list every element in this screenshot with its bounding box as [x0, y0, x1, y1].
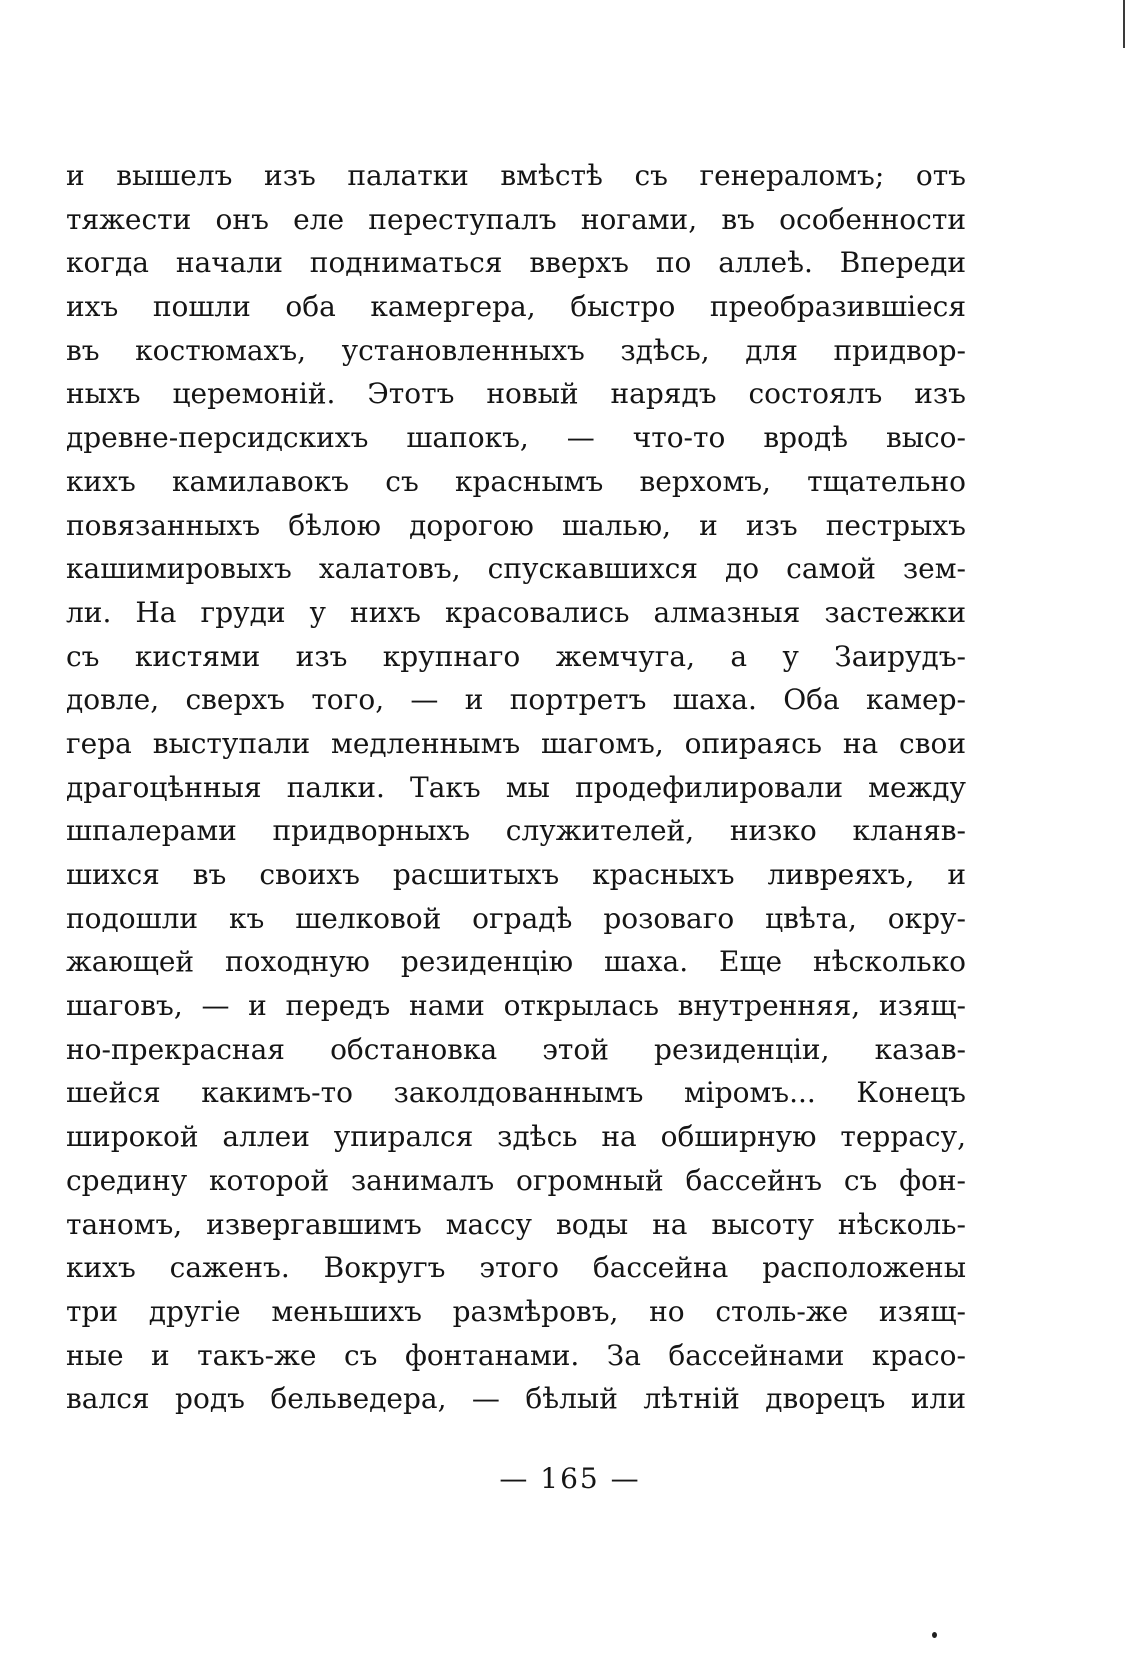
page-edge-rule	[1123, 0, 1125, 48]
text-line: кашимировыхъ халатовъ, спускавшихся до самой зем-	[66, 552, 966, 586]
text-line: ли. На груди у нихъ красовались алмазныя застежки	[66, 595, 966, 629]
text-line: довле, сверхъ того, — и портретъ шаха. Оба камер-	[66, 683, 966, 717]
text-line: вался родъ бельведера, — бѣлый лѣтній дворецъ или	[66, 1382, 966, 1416]
text-line: кихъ камилавокъ съ краснымъ верхомъ, тщательно	[66, 464, 966, 498]
text-line: съ кистями изъ крупнаго жемчуга, а у Заирудъ-	[66, 639, 966, 673]
body-text	[66, 154, 966, 1421]
text-line: тяжести онъ еле переступалъ ногами, въ особенности	[66, 202, 966, 236]
text-line: средину которой занималъ огромный бассейнъ съ фон-	[66, 1163, 966, 1197]
text-line: подошли къ шелковой оградѣ розоваго цвѣта, окру-	[66, 901, 966, 935]
text-line: ихъ пошли оба камергера, быстро преобразившіеся	[66, 290, 966, 324]
text-line: кихъ саженъ. Вокругъ этого бассейна расположены	[66, 1251, 966, 1285]
text-line: повязанныхъ бѣлою дорогою шалью, и изъ пестрыхъ	[66, 508, 966, 542]
text-line: шаговъ, — и передъ нами открылась внутренняя, изящ-	[66, 989, 966, 1023]
text-line: три другіе меньшихъ размѣровъ, но столь-же изящ-	[66, 1294, 966, 1328]
text-line: въ костюмахъ, установленныхъ здѣсь, для придвор-	[66, 333, 966, 367]
text-line: когда начали подниматься вверхъ по аллеѣ. Впереди	[66, 246, 966, 280]
ink-speck	[932, 1632, 937, 1638]
text-line: таномъ, извергавшимъ массу воды на высоту нѣсколь-	[66, 1207, 966, 1241]
text-line: ныхъ церемоній. Этотъ новый нарядъ состоялъ изъ	[66, 377, 966, 411]
text-line: древне-персидскихъ шапокъ, — что-то вродѣ высо-	[66, 421, 966, 455]
page-number: — 165 —	[499, 1462, 641, 1495]
text-line: шпалерами придворныхъ служителей, низко кланяв-	[66, 814, 966, 848]
text-line: широкой аллеи упирался здѣсь на обширную террасу,	[66, 1120, 966, 1154]
text-line: драгоцѣнныя палки. Такъ мы продефилировали между	[66, 770, 966, 804]
text-line: жающей походную резиденцію шаха. Еще нѣсколько	[66, 945, 966, 979]
text-line: гера выступали медленнымъ шагомъ, опираясь на свои	[66, 726, 966, 760]
text-line: но-прекрасная обстановка этой резиденціи, казав-	[66, 1032, 966, 1066]
text-line: и вышелъ изъ палатки вмѣстѣ съ генераломъ; отъ	[66, 159, 966, 192]
text-line: шихся въ своихъ расшитыхъ красныхъ ливреяхъ, и	[66, 858, 966, 891]
text-line: шейся какимъ-то заколдованнымъ міромъ... Конецъ	[66, 1076, 966, 1110]
text-line: ные и такъ-же съ фонтанами. За бассейнами красо-	[66, 1338, 966, 1372]
